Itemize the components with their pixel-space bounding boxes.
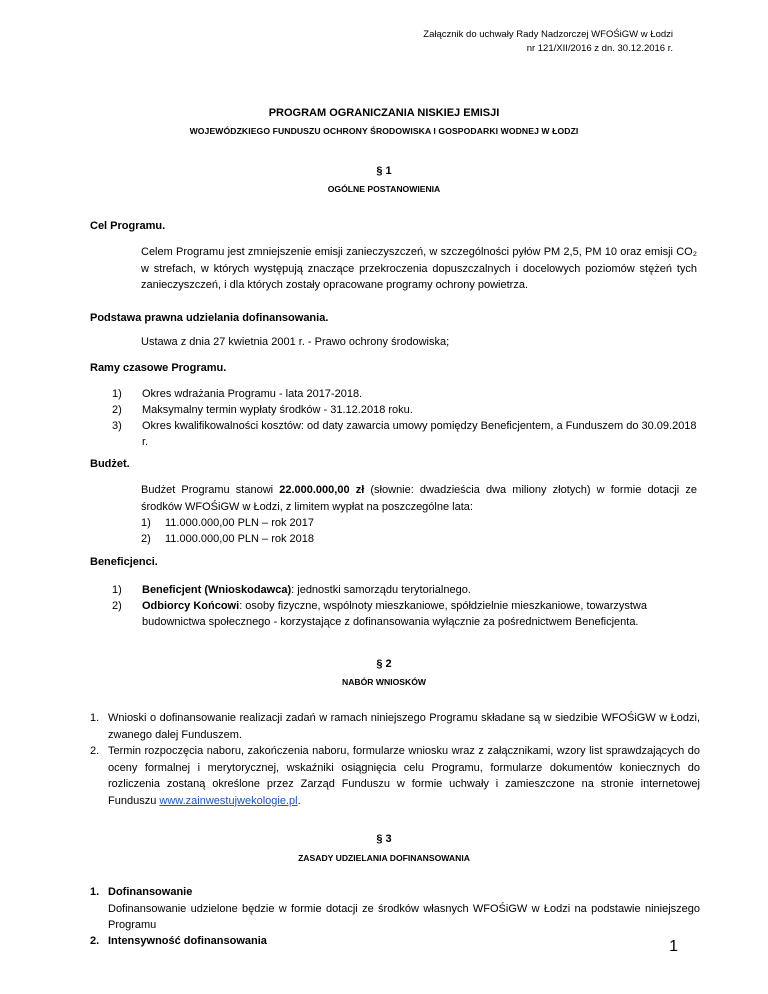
list-label: Beneficjent (Wnioskodawca) [142,584,292,596]
list-item [112,582,702,598]
program-title: PROGRAM OGRANICZANIA NISKIEJ EMISJI [268,107,500,119]
list-item [112,402,702,418]
list-text-end: . [297,794,301,807]
header-line-2: nr 121/XII/2016 z dn. 30.12.2016 r. [526,43,673,54]
podstawa-heading: Podstawa prawna udzielania dofinansowania. [90,312,329,324]
list-item [112,418,702,450]
website-link[interactable]: www.zainwestujwekologie.pl [159,794,298,807]
list-number: 1. [90,712,100,724]
list-text: Okres kwalifikowalności kosztów: od daty zawarcia umowy pomiędzy Beneficjentem, a Funduszem do 30.09.2018 r. [142,420,697,448]
section-2-number: § 2 [376,658,392,670]
list-text: 11.000.000,00 PLN – rok 2018 [165,533,315,545]
list-number: 1) [112,388,122,400]
ramy-heading: Ramy czasowe Programu. [90,362,227,374]
dofinansowanie-text: Dofinansowanie udzielone będzie w formie dotacji ze środków własnych WFOŚiGW w Łodzi na podstawie niniejszego Programu [108,902,700,931]
zasady-block [90,884,700,934]
list-number: 1) [141,517,151,529]
cel-text: Celem Programu jest zmniejszenie emisji zanieczyszczeń, w szczególności pyłów PM 2,5, PM 10 oraz emisji CO₂ w strefach, w których występują znaczące przekroczenia dopuszczalnych i docelowych poziomów stężeń tych zanieczyszczeń, i dla których zostały opracowane programy ochrony powietrza. [141,246,697,291]
section-2-heading: NABÓR WNIOSKÓW [341,677,427,687]
budzet-text [141,482,697,515]
page-number: 1 [669,938,678,955]
list-number: 2. [90,745,100,757]
beneficjenci-list [112,582,702,630]
header-line-1: Załącznik do uchwały Rady Nadzorczej WFOŚiGW w Łodzi [423,29,673,40]
cel-heading: Cel Programu. [90,220,166,232]
list-item [141,515,697,531]
podstawa-text: Ustawa z dnia 27 kwietnia 2001 r. - Prawo ochrony środowiska; [141,336,450,348]
zasady-point-2 [90,933,700,950]
list-item [112,386,702,402]
list-item [90,710,700,743]
list-number: 3) [112,420,122,432]
nabor-list [90,710,700,809]
list-number: 2) [112,404,122,416]
list-number: 2) [141,533,151,545]
section-1-number: § 1 [376,165,392,177]
budzet-text-pre: Budżet Programu stanowi [141,484,280,496]
list-text: : jednostki samorządu terytorialnego. [291,584,471,596]
dofinansowanie-heading: Dofinansowanie [108,886,193,898]
list-text: Okres wdrażania Programu - lata 2017-2018. [142,388,363,400]
section-1-heading: OGÓLNE POSTANOWIENIA [327,184,441,194]
intensywnosc-heading: Intensywność dofinansowania [108,935,267,947]
point-number: 1. [90,886,100,898]
budzet-list [141,515,697,547]
list-text: Maksymalny termin wypłaty środków - 31.12.2018 roku. [142,404,413,416]
list-text: : osoby fizyczne, wspólnoty mieszkaniowe, spółdzielnie mieszkaniowe, towarzystwa budownictwa społecznego - korzystające z dofinansowania wyłącznie za pośrednictwem Beneficjenta. [142,600,647,628]
budzet-text-post: (słownie: dwadzieścia dwa miliony złotych) w formie dotacji ze środków WFOŚiGW w Łodzi, z limitem wypłat na poszczególne lata: [141,484,697,513]
list-item [141,531,697,547]
point-2-wrapper [90,933,700,950]
list-number: 2) [112,600,122,612]
list-text: Wnioski o dofinansowanie realizacji zadań w ramach niniejszego Programu składane są w siedzibie WFOŚiGW w Łodzi, zwanego dalej Funduszem. [108,712,700,741]
budzet-heading: Budżet. [90,458,130,470]
list-text: 11.000.000,00 PLN – rok 2017 [165,517,315,529]
section-3-heading: ZASADY UDZIELANIA DOFINANSOWANIA [298,853,470,863]
list-number: 1) [112,584,122,596]
ramy-list [112,386,702,450]
document-header [423,28,673,56]
list-item [90,743,700,809]
list-label: Odbiorcy Końcowi [142,600,240,612]
point-number: 2. [90,935,100,947]
program-subtitle: WOJEWÓDZKIEGO FUNDUSZU OCHRONY ŚRODOWISKA I GOSPODARKI WODNEJ W ŁODZI [189,126,579,136]
list-item [112,598,702,630]
list-text: Termin rozpoczęcia naboru, zakończenia naboru, formularze wniosku wraz z załącznikami, wzory list sprawdzających do oceny formalnej i merytorycznej, wskaźniki osiągnięcia celu Programu, formularze dokumentów koniecznych do rozliczenia zostaną określone przez Zarząd Funduszu w formie uchwały i zamieszczone na stronie internetowej Funduszu [108,745,700,807]
zasady-point-1 [90,884,700,934]
section-3-number: § 3 [376,833,392,845]
budzet-amount: 22.000.000,00 zł [279,484,365,496]
beneficjenci-heading: Beneficjenci. [90,556,158,568]
